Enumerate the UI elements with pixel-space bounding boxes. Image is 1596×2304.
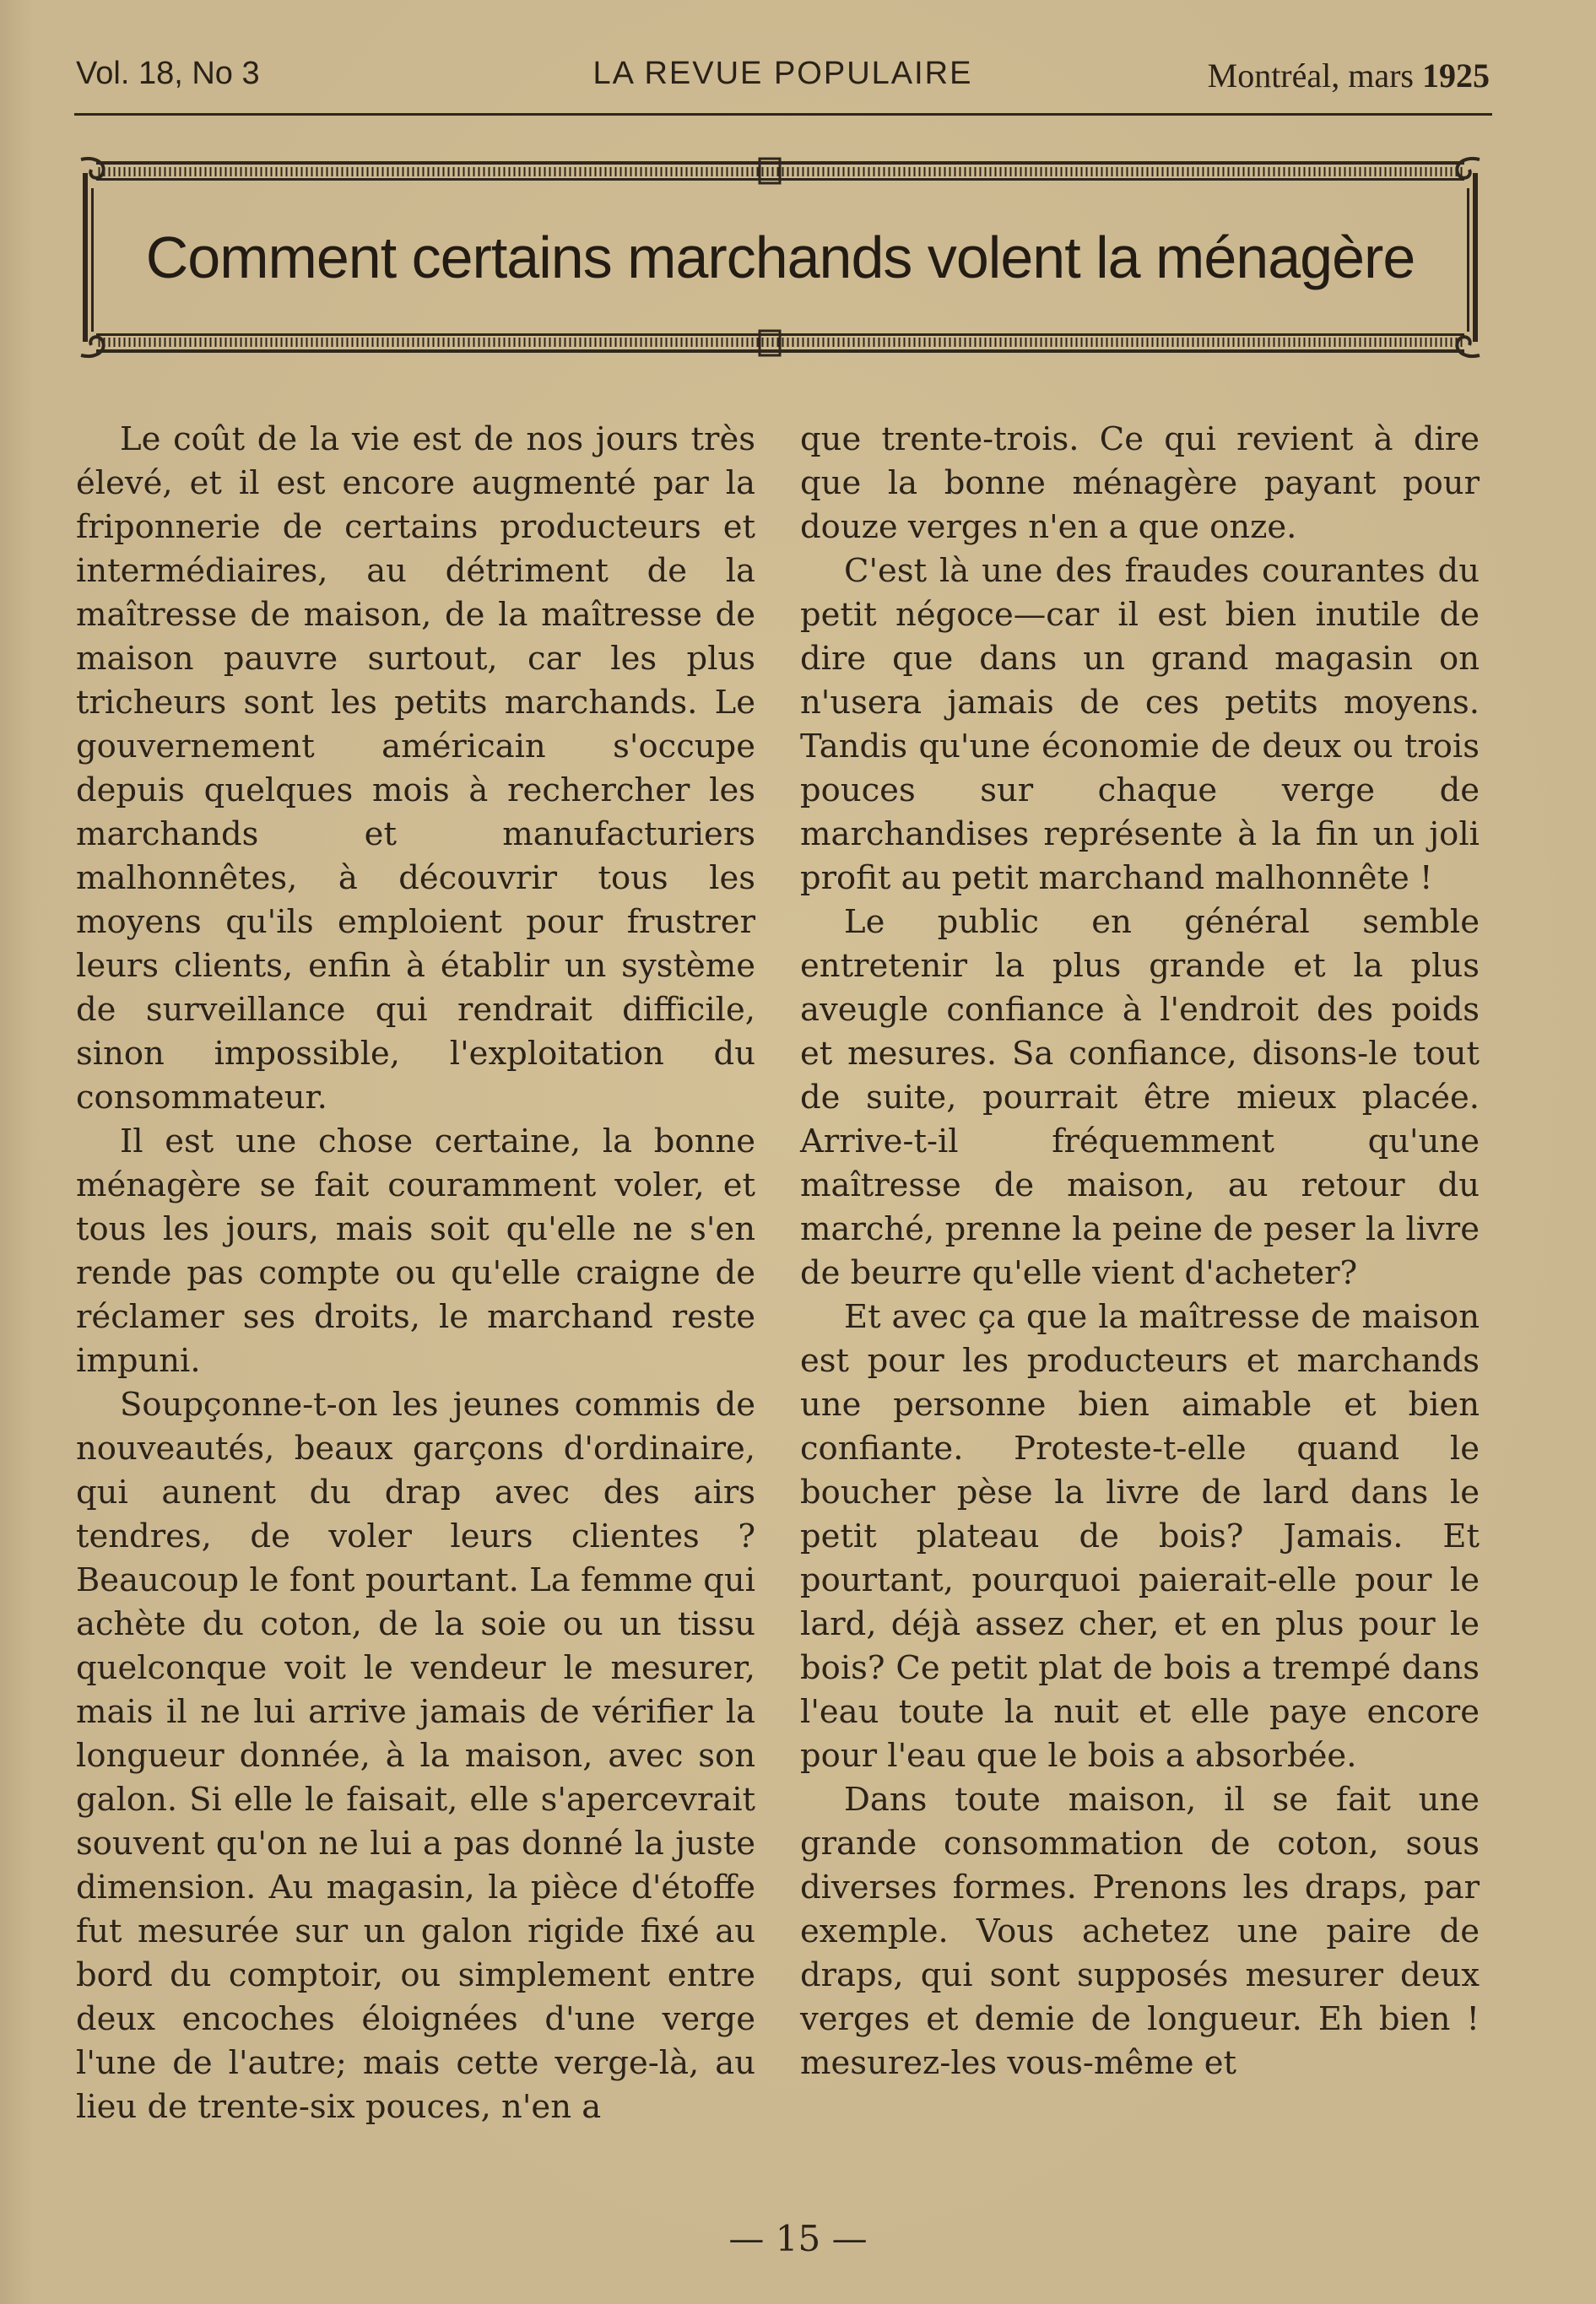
article-title: Comment certains marchands volent la ménagère bbox=[145, 224, 1415, 290]
paragraph: Dans toute maison, il se fait une grande consommation de coton, sous diverses formes. Prenons les draps, par exemple. Vous achetez une paire de draps, qui sont supposés mesurer deux verges et demie de longueur. Eh bien ! mesurez-les vous-même et bbox=[800, 1781, 1480, 2082]
page-number: — 15 — bbox=[728, 2218, 868, 2259]
issue-date bbox=[1208, 56, 1490, 95]
paragraph: C'est là une des fraudes courantes du petit négoce—car il est bien inutile de dire que dans un grand magasin on n'usera jamais de ces petits moyens. Tandis qu'une économie de deux ou trois pouces sur chaque verge de marchandises représente à la fin un joli profit au petit marchand malhonnête ! bbox=[800, 552, 1480, 897]
title-frame bbox=[78, 154, 1483, 361]
paragraph: Et avec ça que la maîtresse de maison est pour les producteurs et marchands une personne bien aimable et bien confiante. Proteste-t-elle quand le boucher pèse la livre de lard dans le petit plateau de bois? Jamais. Et pourtant, pourquoi paierait-elle pour le lard, déjà assez cher, et en plus pour le bois? Ce petit plat de bois a trempé dans l'eau toute la nuit et elle paye encore pour l'eau que le bois a absorbée. bbox=[800, 1298, 1480, 1775]
header-rule bbox=[74, 113, 1492, 116]
issue-year: 1925 bbox=[1422, 57, 1490, 95]
paragraph: Le coût de la vie est de nos jours très élevé, et il est encore augmenté par la friponnerie de certains producteurs et intermédiaires, au détriment de la maîtresse de maison, de la maîtresse de maison pauvre surtout, car les plus tricheurs sont les petits marchands. Le gouvernement américain s'occupe depuis quelques mois à rechercher les marchands et manufacturiers malhonnêtes, à découvrir tous les moyens qu'ils emploient pour frustrer leurs clients, enfin à établir un système de surveillance qui rendrait difficile, sinon impossible, l'exploitation du consommateur. bbox=[76, 420, 755, 1117]
issue-place-month: Montréal, mars bbox=[1207, 57, 1414, 95]
right-column bbox=[800, 418, 1480, 2085]
left-column bbox=[76, 418, 755, 2129]
paragraph: Soupçonne-t-on les jeunes commis de nouveautés, beaux garçons d'ordinaire, qui aunent du drap avec des airs tendres, de voler leurs clientes ? Beaucoup le font pourtant. La femme qui achète du coton, de la soie ou un tissu quelconque voit le vendeur le mesurer, mais il ne lui arrive jamais de vérifier la longueur donnée, à la maison, avec son galon. Si elle le faisait, elle s'apercevrait souvent qu'on ne lui a pas donné la juste dimension. Au magasin, la pièce d'étoffe fut mesurée sur un galon rigide fixé au bord du comptoir, ou simplement entre deux encoches éloignées d'une verge l'une de l'autre; mais cette verge-là, au lieu de trente-six pouces, n'en a bbox=[76, 1386, 755, 2126]
paragraph-continued: que trente-trois. Ce qui revient à dire que la bonne ménagère payant pour douze verges n'en a que onze. bbox=[800, 420, 1480, 546]
magazine-name: LA REVUE POPULAIRE bbox=[592, 56, 973, 91]
volume-number: Vol. 18, No 3 bbox=[76, 56, 260, 91]
paragraph: Il est une chose certaine, la bonne ménagère se fait couramment voler, et tous les jours, mais soit qu'elle ne s'en rende pas compte ou qu'elle craigne de réclamer ses droits, le marchand reste impuni. bbox=[76, 1122, 755, 1380]
running-header bbox=[76, 56, 1490, 98]
paragraph: Le public en général semble entretenir la plus grande et la plus aveugle confiance à l'endroit des poids et mesures. Sa confiance, disons-le tout de suite, pourrait être mieux placée. Arrive-t-il fréquemment qu'une maîtresse de maison, au retour du marché, prenne la peine de peser la livre de beurre qu'elle vient d'acheter? bbox=[800, 903, 1480, 1292]
